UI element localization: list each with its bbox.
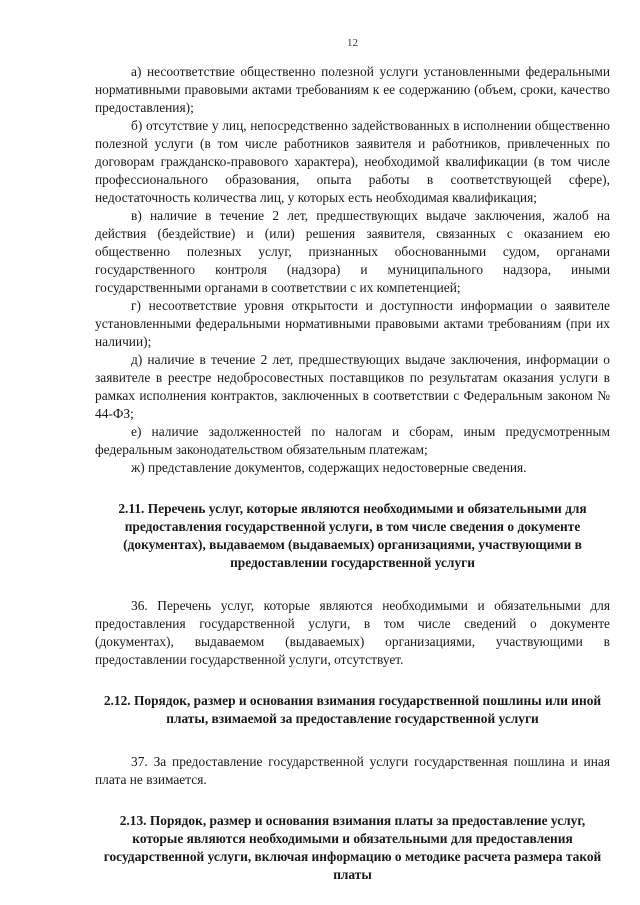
spacer (95, 477, 610, 500)
list-item-v: в) наличие в течение 2 лет, предшествующих выдаче заключения, жалоб на действия (бездействие) и (или) решения заявителя, связанных с оказанием ею общественно полезных услуг, признанных обоснованными судом, органами государственного контроля (надзора) и муниципального надзора, иными государственными органами в соответствии с их компетенцией; (95, 208, 610, 295)
list-item-b: б) отсутствие у лиц, непосредственно задействованных в исполнении общественно полезной услуги (в том числе работников заявителя и работников, привлеченных по договорам гражданско-правового характера), необходимой квалификации (в том числе профессионального образования, опыта работы в соответствующей сфере), недостаточность количества лиц, у которых есть необходимая квалификация; (95, 118, 610, 205)
section-heading-2-12: 2.12. Порядок, размер и основания взимания государственной пошлины или иной платы, взимаемой за предоставление государственной услуги (103, 693, 602, 726)
page-number: 12 (347, 37, 358, 49)
paragraph-37: 37. За предоставление государственной услуги государственная пошлина и иная плата не взимается. (95, 754, 610, 787)
spacer (95, 728, 610, 753)
paragraph-36: 36. Перечень услуг, которые являются необходимыми и обязательными для предоставления государственной услуги, в том числе сведений о документе (документах), выдаваемом (выдаваемых) организациями, участвующими в предоставлении государственной услуги, отсутствует. (95, 598, 610, 667)
spacer (95, 669, 610, 692)
list-item-zh: ж) представление документов, содержащих недостоверные сведения. (131, 460, 527, 475)
spacer (95, 572, 610, 597)
list-item-e: е) наличие задолженностей по налогам и сборам, иным предусмотренным федеральным законодательством обязательным платежам; (95, 424, 610, 457)
page-content (95, 63, 610, 884)
list-item-a: а) несоответствие общественно полезной услуги установленными федеральными нормативными правовыми актами требованиям к ее содержанию (объем, сроки, качество предоставления); (95, 64, 610, 115)
list-item-d: д) наличие в течение 2 лет, предшествующих выдаче заключения, информации о заявителе в реестре недобросовестных поставщиков по результатам оказания услуги в рамках исполнения контрактов, заключенных в соответствии с Федеральным законом № 44-ФЗ; (95, 352, 610, 421)
section-heading-2-13: 2.13. Порядок, размер и основания взимания платы за предоставление услуг, которые являются необходимыми и обязательными для предоставления государственной услуги, включая информацию о методике расчета размера такой платы (103, 813, 602, 882)
list-item-g: г) несоответствие уровня открытости и доступности информации о заявителе установленными федеральными нормативными правовыми актами требованиям (при их наличии); (95, 298, 610, 349)
section-heading-2-11: 2.11. Перечень услуг, которые являются необходимыми и обязательными для предоставления государственной услуги, в том числе сведения о документе (документах), выдаваемом (выдаваемых) организациями, участвующими в предоставлении государственной услуги (118, 501, 587, 570)
spacer (95, 789, 610, 812)
